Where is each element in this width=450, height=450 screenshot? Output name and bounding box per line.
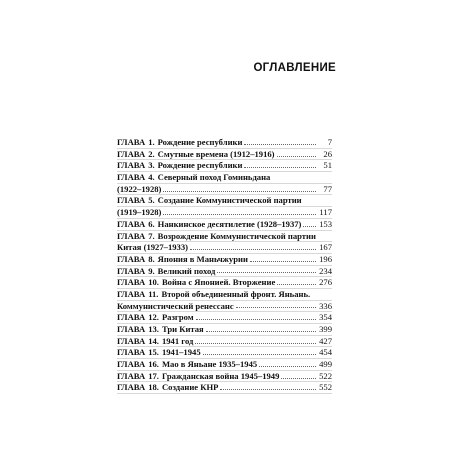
- page-number: 117: [319, 207, 332, 218]
- chapter-label: ГЛАВА: [117, 370, 146, 381]
- toc-entry: [117, 207, 332, 219]
- dot-leader: [206, 331, 316, 332]
- chapter-label: ГЛАВА: [117, 324, 146, 334]
- dot-leader: [203, 354, 316, 355]
- chapter-title: 1941 год: [161, 335, 194, 346]
- dot-leader: [244, 167, 316, 168]
- chapter-number: 4.: [148, 172, 155, 183]
- chapter-title: Великий поход: [157, 265, 216, 276]
- page-number: 153: [319, 218, 332, 229]
- chapter-title: Гражданская война 1945–1949: [161, 370, 280, 381]
- toc-entry: [117, 347, 332, 359]
- chapter-label: ГЛАВА: [117, 172, 146, 183]
- chapter-number: 16.: [148, 359, 159, 370]
- chapter-title: Япония в Маньчжурии: [157, 253, 248, 264]
- chapter-title: Нанкинское десятилетие (1928–1937): [157, 218, 302, 229]
- page-title: ОГЛАВЛЕНИЕ: [253, 62, 336, 74]
- toc-entry: [117, 254, 332, 266]
- dot-leader: [244, 144, 316, 145]
- chapter-label: ГЛАВА: [117, 195, 146, 206]
- dot-leader: [220, 389, 316, 390]
- dot-leader: [190, 249, 316, 250]
- toc-entry: [117, 359, 332, 371]
- chapter-number: 2.: [148, 148, 155, 159]
- chapter-title: Рождение республики: [157, 137, 243, 147]
- chapter-label: ГЛАВА: [117, 230, 146, 241]
- toc-entry: [117, 160, 332, 172]
- toc-entry: [117, 301, 332, 313]
- page-number: 77: [323, 183, 332, 194]
- chapter-title: Мао в Яньане 1935–1945: [161, 359, 258, 370]
- dot-leader: [277, 284, 316, 285]
- toc-entry: [117, 336, 332, 348]
- dot-leader: [303, 226, 316, 227]
- chapter-number: 13.: [148, 324, 159, 334]
- page-number: 234: [319, 265, 332, 276]
- dot-leader: [196, 319, 316, 320]
- toc-entry: [117, 277, 332, 289]
- chapter-label: ГЛАВА: [117, 218, 146, 229]
- chapter-title-continuation: Коммунистический ренессанс: [117, 300, 234, 311]
- chapter-label: ГЛАВА: [117, 312, 146, 323]
- page-number: 427: [319, 335, 332, 346]
- chapter-label: ГЛАВА: [117, 148, 146, 159]
- page-number: 354: [319, 312, 332, 323]
- chapter-number: 11.: [148, 288, 159, 299]
- dot-leader: [277, 156, 316, 157]
- chapter-title-continuation: (1922–1928): [117, 183, 162, 194]
- chapter-title: Создание КНР: [161, 382, 219, 393]
- chapter-number: 6.: [148, 218, 155, 229]
- toc-entry: [117, 312, 332, 324]
- toc-entry: [117, 242, 332, 254]
- chapter-label: ГЛАВА: [117, 382, 146, 393]
- dot-leader: [250, 261, 316, 262]
- chapter-number: 18.: [148, 382, 159, 393]
- page-number: 336: [319, 300, 332, 311]
- page-number: 26: [323, 148, 332, 159]
- toc-entry: [117, 371, 332, 383]
- chapter-label: ГЛАВА: [117, 265, 146, 276]
- chapter-number: 15.: [148, 347, 159, 358]
- chapter-label: ГЛАВА: [117, 347, 146, 358]
- dot-leader: [281, 378, 316, 379]
- chapter-label: ГЛАВА: [117, 137, 146, 147]
- chapter-number: 8.: [148, 253, 155, 264]
- chapter-title: Три Китая: [161, 324, 204, 334]
- page-number: 7: [327, 137, 332, 147]
- chapter-label: ГЛАВА: [117, 359, 146, 370]
- chapter-title: Возрождение Коммунистической партии: [157, 230, 316, 241]
- toc-entry: [117, 289, 332, 301]
- chapter-title: Рождение республики: [157, 160, 243, 171]
- chapter-label: ГЛАВА: [117, 160, 146, 171]
- chapter-title: Смутные времена (1912–1916): [157, 148, 275, 159]
- toc-entry: [117, 231, 332, 243]
- page-number: 167: [319, 242, 332, 253]
- chapter-title: 1941–1945: [161, 347, 201, 358]
- chapter-label: ГЛАВА: [117, 253, 146, 264]
- chapter-label: ГЛАВА: [117, 288, 146, 299]
- page-number: 276: [319, 277, 332, 288]
- toc-entry: [117, 149, 332, 161]
- chapter-label: ГЛАВА: [117, 335, 146, 346]
- toc-entry: [117, 382, 332, 394]
- page-number: 454: [319, 347, 332, 358]
- page-number: 499: [319, 359, 332, 370]
- chapter-number: 1.: [148, 137, 155, 147]
- chapter-number: 3.: [148, 160, 155, 171]
- chapter-number: 7.: [148, 230, 155, 241]
- toc-entry: [117, 266, 332, 278]
- toc-entry: [117, 324, 332, 336]
- dot-leader: [217, 272, 316, 273]
- page-number: 51: [323, 160, 332, 171]
- page-number: 522: [319, 370, 332, 381]
- dot-leader: [236, 307, 316, 308]
- page-number: 399: [319, 324, 332, 334]
- chapter-title: Разгром: [161, 312, 194, 323]
- chapter-number: 12.: [148, 312, 159, 323]
- chapter-title: Война с Японией. Вторжение: [161, 277, 276, 288]
- chapter-number: 17.: [148, 370, 159, 381]
- page-number: 552: [319, 382, 332, 393]
- toc-entry: [117, 184, 332, 196]
- chapter-number: 10.: [148, 277, 159, 288]
- chapter-title-continuation: Китая (1927–1933): [117, 242, 188, 253]
- toc-entry: [117, 137, 332, 149]
- dot-leader: [163, 191, 316, 192]
- table-of-contents: [117, 137, 332, 394]
- chapter-number: 14.: [148, 335, 159, 346]
- dot-leader: [163, 214, 316, 215]
- chapter-title-continuation: (1919–1928): [117, 207, 162, 218]
- page-number: 196: [319, 253, 332, 264]
- chapter-title: Второй объединенный фронт. Яньань.: [161, 288, 311, 299]
- chapter-label: ГЛАВА: [117, 277, 146, 288]
- toc-entry: [117, 219, 332, 231]
- chapter-title: Северный поход Гоминьдана: [157, 172, 271, 183]
- dot-leader: [259, 366, 316, 367]
- chapter-number: 9.: [148, 265, 155, 276]
- toc-entry: [117, 195, 332, 207]
- dot-leader: [195, 343, 316, 344]
- chapter-title: Создание Коммунистической партии: [157, 195, 302, 206]
- toc-entry: [117, 172, 332, 184]
- chapter-number: 5.: [148, 195, 155, 206]
